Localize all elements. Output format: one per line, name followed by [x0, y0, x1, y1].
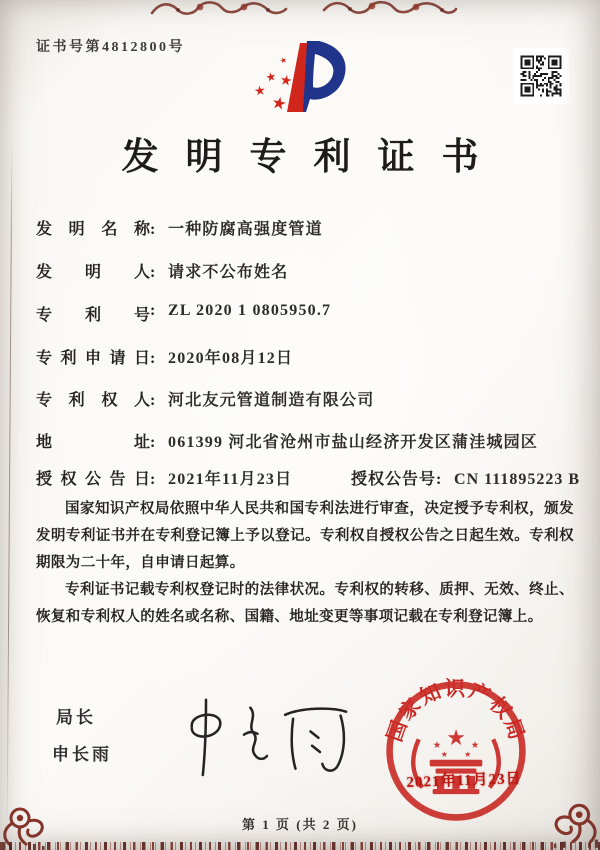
- top-border-ornament-icon: [148, 0, 460, 16]
- svg-text:★: ★: [264, 69, 278, 85]
- grant-number-label: 授权公告号: [351, 471, 437, 488]
- seal-agency-text: 国家知识产权局: [383, 678, 529, 745]
- field-row-address: 地址: 061399 河北省沧州市盐山经济开发区蒲洼城园区: [36, 429, 574, 452]
- field-value: 请求不公布姓名: [168, 264, 289, 281]
- qr-code-icon: [513, 48, 569, 104]
- page-footer: 第 1 页 (共 2 页): [242, 817, 358, 832]
- grant-publication-number: 授权公告号: CN 111895223 B: [351, 471, 581, 488]
- body-paragraph-1: 国家知识产权局依照中华人民共和国专利法进行审查，决定授予专利权，颁发发明专利证书并在专利登记簿上予以登记。专利权自授权公告之日起生效。专利权期限为二十年，自申请日起算。: [36, 501, 574, 571]
- svg-text:★: ★: [269, 92, 289, 116]
- seal-date-stamp: 2021年11月23日: [406, 770, 522, 792]
- field-label: 发明人: [36, 264, 150, 281]
- field-value: 一种防腐高强度管道: [168, 221, 323, 238]
- field-row-grant-date: 授权公告日: 2021年11月23日 授权公告号: CN 111895223 B: [36, 466, 574, 489]
- field-value: 2020年08月12日: [168, 350, 294, 367]
- field-label: 专利权人: [36, 392, 150, 409]
- svg-text:★: ★: [464, 749, 472, 759]
- svg-text:★: ★: [432, 740, 442, 752]
- certificate-title: 发明专利证书: [121, 137, 506, 178]
- field-label: 地址: [36, 434, 150, 451]
- certificate-number: 证书号第4812800号: [36, 40, 185, 55]
- svg-text:★: ★: [446, 726, 466, 752]
- field-row-invention-name: 发明名称: 一种防腐高强度管道: [36, 216, 574, 239]
- field-label: 专利申请日: [36, 350, 150, 367]
- field-value: ZL 2020 1 0805950.7: [168, 302, 332, 319]
- svg-text:★: ★: [440, 749, 448, 759]
- field-row-filing-date: 专利申请日: 2020年08月12日: [36, 345, 574, 368]
- field-row-inventor: 发明人: 请求不公布姓名: [36, 259, 574, 282]
- signature-handwriting-icon: [168, 686, 358, 788]
- svg-text:★: ★: [470, 740, 480, 752]
- bottom-border-strip: [0, 842, 600, 850]
- field-label: 专利号: [36, 307, 150, 324]
- director-name: 申长雨: [52, 745, 112, 764]
- director-title: 局长: [56, 708, 96, 727]
- field-value: 2021年11月23日: [168, 471, 293, 488]
- grant-number-value: CN 111895223 B: [454, 471, 581, 488]
- field-value: 061399 河北省沧州市盐山经济开发区蒲洼城园区: [168, 434, 539, 451]
- field-value: 河北友元管道制造有限公司: [168, 392, 375, 409]
- official-seal-icon: [383, 678, 529, 824]
- cnipa-logo-icon: [243, 38, 349, 124]
- field-row-patentee: 专利权人: 河北友元管道制造有限公司: [36, 387, 574, 410]
- certificate-body-text: [36, 496, 574, 631]
- svg-text:★: ★: [253, 83, 267, 100]
- svg-text:★: ★: [278, 55, 289, 66]
- field-label: 授权公告日: [36, 471, 150, 488]
- body-paragraph-2: 专利证书记载专利权登记时的法律状况。专利权的转移、质押、无效、终止、恢复和专利权人的姓名或名称、国籍、地址变更等事项记载在专利登记簿上。: [36, 582, 574, 625]
- field-label: 发明名称: [36, 221, 150, 238]
- svg-text:★: ★: [278, 72, 294, 90]
- field-row-patent-number: 专利号: ZL 2020 1 0805950.7: [36, 302, 332, 324]
- page-edge-line: [7, 140, 13, 840]
